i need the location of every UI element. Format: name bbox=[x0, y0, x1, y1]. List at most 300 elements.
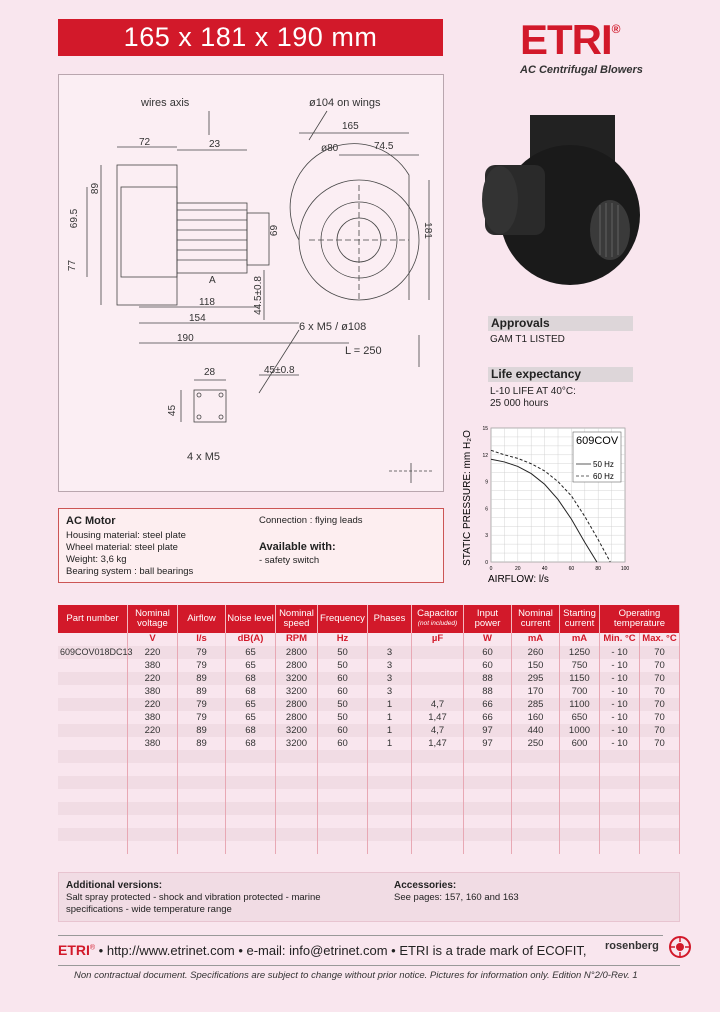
x-tick-label: 80 bbox=[595, 566, 601, 572]
table-cell: 4,7 bbox=[412, 698, 464, 711]
table-cell: - 10 bbox=[600, 646, 640, 659]
header-input-power: Input power bbox=[464, 605, 512, 633]
dim-118: 118 bbox=[199, 297, 215, 308]
header-airflow: Airflow bbox=[178, 605, 226, 633]
additional-versions bbox=[58, 872, 680, 922]
table-row-empty bbox=[58, 750, 680, 763]
table-cell: 380 bbox=[128, 659, 178, 672]
table-cell bbox=[128, 776, 178, 789]
unit-cell bbox=[58, 633, 128, 646]
approvals-heading: Approvals bbox=[488, 316, 633, 331]
chart-model: 609COV bbox=[576, 435, 619, 447]
legend-50hz: 50 Hz bbox=[593, 460, 614, 469]
table-cell: 60 bbox=[318, 672, 368, 685]
table-cell bbox=[226, 802, 276, 815]
table-cell bbox=[318, 763, 368, 776]
chart-xlabel: AIRFLOW: l/s bbox=[488, 574, 549, 585]
table-cell bbox=[226, 750, 276, 763]
table-row bbox=[58, 685, 680, 698]
table-cell: 70 bbox=[640, 685, 680, 698]
table-cell bbox=[276, 828, 318, 841]
y-tick-label: 15 bbox=[482, 426, 488, 432]
table-cell: 380 bbox=[128, 711, 178, 724]
disclaimer: Non contractual document. Specifications are subject to change without prior notice. Pictures for information only. Edition N°2/0-Rev. 1 bbox=[74, 970, 638, 981]
dim-69: 69 bbox=[269, 224, 281, 237]
table-cell bbox=[412, 672, 464, 685]
table-cell: - 10 bbox=[600, 672, 640, 685]
legend-60hz: 60 Hz bbox=[593, 472, 614, 481]
etri-logo: ETRI® bbox=[520, 16, 620, 63]
table-cell: 2800 bbox=[276, 646, 318, 659]
dim-89: 89 bbox=[90, 182, 102, 195]
table-cell: - 10 bbox=[600, 685, 640, 698]
table-cell bbox=[600, 802, 640, 815]
table-cell bbox=[560, 789, 600, 802]
y-tick-label: 3 bbox=[485, 533, 488, 540]
section-a-label: A bbox=[209, 275, 216, 286]
table-cell bbox=[412, 802, 464, 815]
table-cell bbox=[640, 763, 680, 776]
dim-69-5: 69.5 bbox=[69, 208, 81, 229]
table-cell: 250 bbox=[512, 737, 560, 750]
table-cell: 97 bbox=[464, 737, 512, 750]
table-cell bbox=[512, 815, 560, 828]
life-line-1: L-10 LIFE AT 40°C: bbox=[490, 386, 576, 397]
table-cell bbox=[412, 776, 464, 789]
table-cell: 160 bbox=[512, 711, 560, 724]
table-cell bbox=[412, 789, 464, 802]
motor-bearing: Bearing system : ball bearings bbox=[66, 566, 194, 577]
table-cell: 60 bbox=[318, 724, 368, 737]
header-noise: Noise level bbox=[226, 605, 276, 633]
table-cell: 70 bbox=[640, 672, 680, 685]
table-cell bbox=[58, 763, 128, 776]
motor-housing: Housing material: steel plate bbox=[66, 530, 186, 541]
table-cell: 285 bbox=[512, 698, 560, 711]
table-cell bbox=[276, 802, 318, 815]
table-cell bbox=[512, 802, 560, 815]
motor-wheel: Wheel material: steel plate bbox=[66, 542, 178, 553]
table-cell: 60 bbox=[464, 659, 512, 672]
table-cell: 2800 bbox=[276, 698, 318, 711]
unit-cell: Min. °C bbox=[600, 633, 640, 646]
holes-label: 6 x M5 / ø108 bbox=[299, 321, 367, 333]
table-cell bbox=[58, 828, 128, 841]
x-tick-label: 20 bbox=[515, 566, 521, 572]
table-cell: 50 bbox=[318, 659, 368, 672]
table-cell: 1,47 bbox=[412, 737, 464, 750]
table-cell bbox=[178, 802, 226, 815]
unit-cell: W bbox=[464, 633, 512, 646]
table-cell bbox=[412, 763, 464, 776]
unit-cell: mA bbox=[512, 633, 560, 646]
table-cell: 3 bbox=[368, 672, 412, 685]
table-cell bbox=[464, 828, 512, 841]
table-header bbox=[58, 605, 680, 633]
table-cell: 70 bbox=[640, 659, 680, 672]
additional-text: Salt spray protected - shock and vibration protected - marine specifications - wide temperature range bbox=[66, 892, 321, 915]
header-nominal-current: Nominal current bbox=[512, 605, 560, 633]
table-cell bbox=[560, 815, 600, 828]
dim-28: 28 bbox=[204, 367, 216, 378]
header-operating-temp: Operating temperature bbox=[600, 605, 680, 633]
available-title: Available with: bbox=[259, 541, 336, 553]
footer-contact: ETRI® • http://www.etrinet.com • e-mail: info@etrinet.com • ETRI is a trade mark of ECOFIT, bbox=[58, 942, 587, 958]
table-cell: 3200 bbox=[276, 685, 318, 698]
table-cell bbox=[600, 815, 640, 828]
table-cell bbox=[412, 750, 464, 763]
table-cell bbox=[58, 698, 128, 711]
table-cell: 700 bbox=[560, 685, 600, 698]
table-cell bbox=[58, 672, 128, 685]
table-cell bbox=[178, 828, 226, 841]
table-row bbox=[58, 646, 680, 659]
motor-specs bbox=[58, 508, 444, 583]
table-cell bbox=[640, 815, 680, 828]
table-cell bbox=[128, 802, 178, 815]
table-row-empty bbox=[58, 802, 680, 815]
table-cell: 1 bbox=[368, 724, 412, 737]
page-title: 165 x 181 x 190 mm bbox=[58, 19, 443, 56]
table-cell bbox=[512, 789, 560, 802]
table-cell bbox=[178, 789, 226, 802]
spec-table bbox=[58, 605, 680, 854]
table-cell bbox=[464, 802, 512, 815]
table-cell bbox=[276, 789, 318, 802]
additional-title: Additional versions: bbox=[66, 880, 163, 891]
life-line-2: 25 000 hours bbox=[490, 398, 549, 409]
table-cell: - 10 bbox=[600, 698, 640, 711]
y-tick-label: 6 bbox=[485, 506, 488, 513]
lead-length-label: L = 250 bbox=[345, 345, 382, 357]
motor-connection: Connection : flying leads bbox=[259, 515, 363, 526]
table-cell: 2800 bbox=[276, 659, 318, 672]
table-cell bbox=[464, 815, 512, 828]
footer-divider-2 bbox=[58, 965, 680, 966]
table-cell: 440 bbox=[512, 724, 560, 737]
table-cell: 150 bbox=[512, 659, 560, 672]
table-cell bbox=[640, 828, 680, 841]
table-cell bbox=[600, 828, 640, 841]
table-cell bbox=[412, 659, 464, 672]
table-cell bbox=[412, 815, 464, 828]
life-heading: Life expectancy bbox=[488, 367, 633, 382]
dim-165: 165 bbox=[342, 121, 359, 132]
unit-cell: dB(A) bbox=[226, 633, 276, 646]
table-cell: 79 bbox=[178, 711, 226, 724]
table-cell: 89 bbox=[178, 672, 226, 685]
table-cell: 600 bbox=[560, 737, 600, 750]
y-tick-label: 0 bbox=[485, 560, 488, 566]
table-cell bbox=[128, 841, 178, 854]
table-cell: 66 bbox=[464, 698, 512, 711]
table-cell: 89 bbox=[178, 724, 226, 737]
table-cell: 79 bbox=[178, 698, 226, 711]
table-cell: 3200 bbox=[276, 737, 318, 750]
table-cell bbox=[58, 750, 128, 763]
table-cell bbox=[368, 776, 412, 789]
table-cell bbox=[318, 789, 368, 802]
table-row-empty bbox=[58, 776, 680, 789]
table-cell bbox=[464, 776, 512, 789]
table-cell: - 10 bbox=[600, 737, 640, 750]
table-cell bbox=[368, 763, 412, 776]
table-cell: 1250 bbox=[560, 646, 600, 659]
table-cell bbox=[512, 763, 560, 776]
table-cell: 1 bbox=[368, 698, 412, 711]
table-cell bbox=[412, 841, 464, 854]
table-cell bbox=[560, 828, 600, 841]
dim-45-tol: 45±0.8 bbox=[264, 365, 295, 376]
table-cell bbox=[226, 789, 276, 802]
table-cell bbox=[58, 737, 128, 750]
table-cell: 68 bbox=[226, 685, 276, 698]
wings-label: ø104 on wings bbox=[309, 97, 381, 109]
motor-title: AC Motor bbox=[66, 515, 116, 527]
dim-80: ø80 bbox=[321, 143, 339, 154]
table-cell: - 10 bbox=[600, 659, 640, 672]
table-cell bbox=[368, 802, 412, 815]
table-cell bbox=[178, 776, 226, 789]
table-body bbox=[58, 646, 680, 854]
table-cell bbox=[368, 750, 412, 763]
table-cell: 220 bbox=[128, 646, 178, 659]
dim-190: 190 bbox=[177, 333, 194, 344]
header-phases: Phases bbox=[368, 605, 412, 633]
table-cell: 88 bbox=[464, 672, 512, 685]
table-cell bbox=[276, 750, 318, 763]
table-cell: - 10 bbox=[600, 711, 640, 724]
table-row-empty bbox=[58, 763, 680, 776]
wires-axis-label: wires axis bbox=[141, 97, 190, 109]
table-cell bbox=[318, 828, 368, 841]
table-cell: 220 bbox=[128, 698, 178, 711]
table-cell bbox=[368, 815, 412, 828]
header-voltage: Nominal voltage bbox=[128, 605, 178, 633]
table-row-empty bbox=[58, 828, 680, 841]
table-cell: 70 bbox=[640, 698, 680, 711]
table-cell: 88 bbox=[464, 685, 512, 698]
table-cell bbox=[560, 841, 600, 854]
technical-drawing bbox=[58, 74, 444, 492]
table-cell: 70 bbox=[640, 711, 680, 724]
table-cell: 70 bbox=[640, 724, 680, 737]
table-row bbox=[58, 672, 680, 685]
table-cell: 89 bbox=[178, 685, 226, 698]
table-cell bbox=[368, 789, 412, 802]
table-cell bbox=[318, 802, 368, 815]
table-cell bbox=[58, 776, 128, 789]
table-cell bbox=[600, 750, 640, 763]
header-speed: Nominal speed bbox=[276, 605, 318, 633]
dim-74-5: 74.5 bbox=[374, 141, 394, 152]
unit-cell: Hz bbox=[318, 633, 368, 646]
unit-cell: RPM bbox=[276, 633, 318, 646]
table-cell: 650 bbox=[560, 711, 600, 724]
table-cell bbox=[178, 841, 226, 854]
table-cell: 1150 bbox=[560, 672, 600, 685]
table-cell bbox=[276, 815, 318, 828]
table-cell: 220 bbox=[128, 672, 178, 685]
table-cell bbox=[512, 828, 560, 841]
table-cell bbox=[412, 685, 464, 698]
dim-45: 45 bbox=[167, 404, 179, 417]
table-cell bbox=[600, 841, 640, 854]
table-cell bbox=[600, 763, 640, 776]
approvals-text: GAM T1 LISTED bbox=[490, 334, 565, 345]
table-cell: 68 bbox=[226, 672, 276, 685]
chart-ylabel: STATIC PRESSURE: mm H₂O bbox=[462, 430, 473, 566]
table-cell: 1 bbox=[368, 737, 412, 750]
table-cell bbox=[58, 685, 128, 698]
table-cell: 89 bbox=[178, 737, 226, 750]
table-cell bbox=[640, 802, 680, 815]
table-cell bbox=[58, 802, 128, 815]
dim-181: 181 bbox=[421, 222, 433, 239]
table-cell bbox=[128, 828, 178, 841]
table-cell bbox=[318, 776, 368, 789]
unit-cell: l/s bbox=[178, 633, 226, 646]
table-cell bbox=[276, 841, 318, 854]
accessories-title: Accessories: bbox=[394, 880, 457, 891]
table-cell: 170 bbox=[512, 685, 560, 698]
table-cell: 3200 bbox=[276, 724, 318, 737]
table-cell bbox=[368, 828, 412, 841]
available-item: - safety switch bbox=[259, 555, 320, 566]
header-frequency: Frequency bbox=[318, 605, 368, 633]
table-cell: 3 bbox=[368, 685, 412, 698]
table-cell: 65 bbox=[226, 646, 276, 659]
table-cell: 1100 bbox=[560, 698, 600, 711]
table-cell: 79 bbox=[178, 646, 226, 659]
dim-77: 77 bbox=[67, 259, 79, 272]
table-cell bbox=[58, 789, 128, 802]
x-tick-label: 40 bbox=[541, 566, 548, 572]
header-part-number: Part number bbox=[58, 605, 128, 633]
table-cell: 50 bbox=[318, 711, 368, 724]
table-cell bbox=[512, 750, 560, 763]
table-cell bbox=[560, 750, 600, 763]
table-cell bbox=[58, 815, 128, 828]
table-cell bbox=[178, 815, 226, 828]
table-cell: - 10 bbox=[600, 724, 640, 737]
table-cell bbox=[226, 841, 276, 854]
table-cell bbox=[640, 776, 680, 789]
table-cell: 3 bbox=[368, 646, 412, 659]
table-row bbox=[58, 659, 680, 672]
table-cell bbox=[318, 815, 368, 828]
table-cell bbox=[226, 815, 276, 828]
table-cell: 79 bbox=[178, 659, 226, 672]
table-cell: 70 bbox=[640, 737, 680, 750]
unit-cell: mA bbox=[560, 633, 600, 646]
x-tick-label: 0 bbox=[489, 566, 493, 572]
table-cell bbox=[560, 802, 600, 815]
table-cell bbox=[178, 763, 226, 776]
unit-cell bbox=[368, 633, 412, 646]
rosenberg-fan-icon bbox=[668, 935, 692, 959]
table-cell bbox=[464, 841, 512, 854]
table-cell: 3 bbox=[368, 659, 412, 672]
performance-chart bbox=[458, 420, 638, 585]
table-units bbox=[58, 633, 680, 646]
table-cell: 97 bbox=[464, 724, 512, 737]
table-cell: 68 bbox=[226, 724, 276, 737]
table-cell bbox=[128, 763, 178, 776]
footer-brand: ETRI bbox=[58, 942, 90, 958]
table-cell: 1,47 bbox=[412, 711, 464, 724]
table-cell bbox=[464, 789, 512, 802]
table-row-empty bbox=[58, 841, 680, 854]
y-tick-label: 12 bbox=[482, 452, 488, 459]
table-cell: 3200 bbox=[276, 672, 318, 685]
table-cell bbox=[128, 815, 178, 828]
table-cell bbox=[226, 776, 276, 789]
table-cell: 70 bbox=[640, 646, 680, 659]
table-cell bbox=[318, 841, 368, 854]
table-cell: 380 bbox=[128, 685, 178, 698]
chart-svg bbox=[458, 420, 638, 585]
table-cell bbox=[640, 750, 680, 763]
table-cell bbox=[178, 750, 226, 763]
unit-cell: µF bbox=[412, 633, 464, 646]
table-cell: 60 bbox=[464, 646, 512, 659]
header-starting-current: Starting current bbox=[560, 605, 600, 633]
table-row-empty bbox=[58, 815, 680, 828]
table-cell bbox=[318, 750, 368, 763]
table-cell: 750 bbox=[560, 659, 600, 672]
table-cell: 50 bbox=[318, 646, 368, 659]
table-cell: 60 bbox=[318, 685, 368, 698]
table-cell bbox=[512, 841, 560, 854]
table-cell: 4,7 bbox=[412, 724, 464, 737]
table-cell bbox=[368, 841, 412, 854]
motor-weight: Weight: 3,6 kg bbox=[66, 554, 127, 565]
table-cell bbox=[226, 828, 276, 841]
table-cell: 60 bbox=[318, 737, 368, 750]
table-cell: 1000 bbox=[560, 724, 600, 737]
unit-cell: Max. °C bbox=[640, 633, 680, 646]
table-cell: 295 bbox=[512, 672, 560, 685]
table-cell bbox=[58, 711, 128, 724]
product-category: AC Centrifugal Blowers bbox=[520, 64, 643, 76]
table-cell bbox=[58, 841, 128, 854]
unit-cell: V bbox=[128, 633, 178, 646]
table-cell bbox=[464, 750, 512, 763]
table-cell bbox=[412, 828, 464, 841]
header-capacitor: Capacitor (not included) bbox=[412, 605, 464, 633]
table-cell: 260 bbox=[512, 646, 560, 659]
table-cell: 68 bbox=[226, 737, 276, 750]
dim-72: 72 bbox=[139, 137, 151, 148]
footer-divider bbox=[58, 935, 663, 936]
table-cell bbox=[560, 763, 600, 776]
table-cell: 1 bbox=[368, 711, 412, 724]
dim-23: 23 bbox=[209, 139, 221, 150]
y-tick-label: 9 bbox=[485, 479, 488, 486]
dim-154: 154 bbox=[189, 313, 206, 324]
table-cell: 65 bbox=[226, 698, 276, 711]
x-tick-label: 100 bbox=[620, 566, 630, 572]
table-cell bbox=[128, 789, 178, 802]
table-cell bbox=[560, 776, 600, 789]
table-row bbox=[58, 724, 680, 737]
table-cell bbox=[412, 646, 464, 659]
table-cell: 50 bbox=[318, 698, 368, 711]
table-cell bbox=[226, 763, 276, 776]
table-cell: 2800 bbox=[276, 711, 318, 724]
table-cell bbox=[128, 750, 178, 763]
